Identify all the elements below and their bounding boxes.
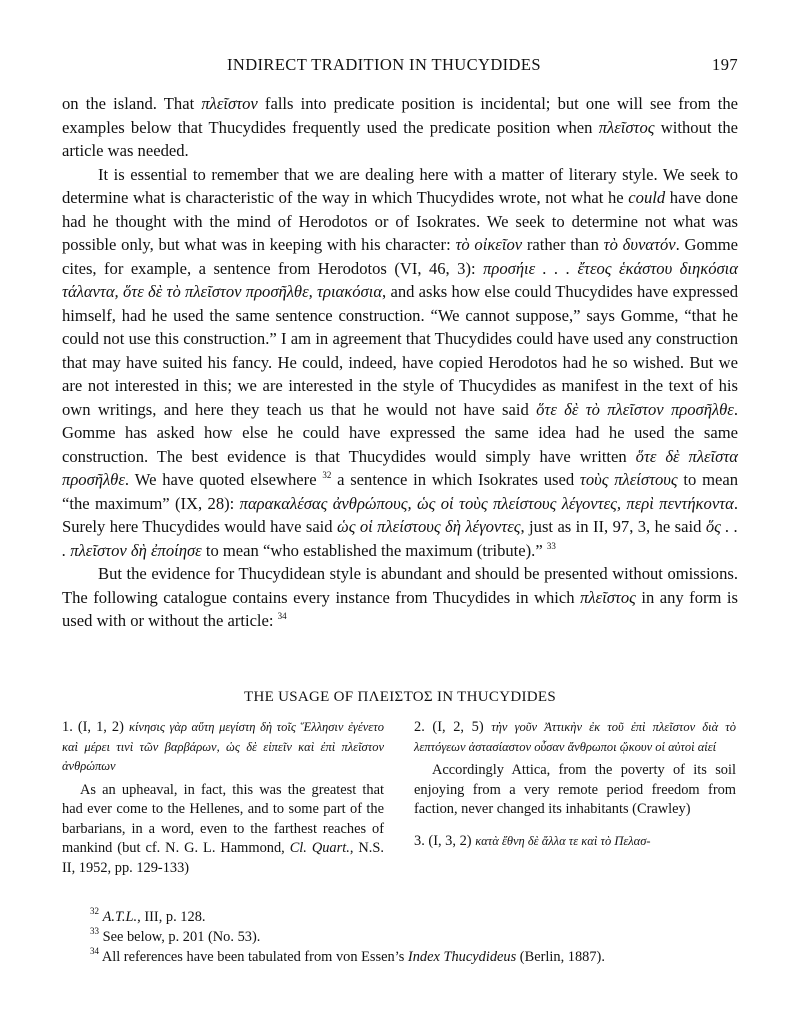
page-number: 197 (712, 55, 738, 74)
entry-translation: As an upheaval, in fact, this was the greatest that had ever come to the Hellenes, and to some part of the barbarians, in a word, even to the farthest reaches of mankind (but cf. N. G. L. Hammond, Cl. Quart., N.S. II, 1952, pp. 129-133) (62, 781, 384, 876)
footnotes (90, 907, 730, 967)
greek-phrase: ὅς . . . πλεῖστον δὴ ἐποίησε (62, 517, 738, 560)
paragraph: But the evidence for Thucydidean style is abundant and should be presented without omissions. The following catalogue contains every instance from Thucydides in which πλεῖστος in any form is used with or without the article: $^{34}$ (62, 564, 738, 630)
entry-greek: τὴν γοῦν Ἀττικὴν ἐκ τοῦ ἐπὶ πλεῖστον διὰ τὸ λεπτόγεων ἀστασίαστον οὖσαν ἄνθρωποι ᾤκουν οἱ αὐτοὶ αἰεί (414, 720, 736, 754)
footnote-reference: 32 (322, 470, 332, 480)
greek-phrase: ὅτε δὲ πλεῖστα προσῆλθε (62, 446, 739, 489)
entry-reference: (I, 3, 2) (428, 832, 472, 849)
paragraph: It is essential to remember that we are dealing here with a matter of literary style. We seek to determine what is characteristic of the way in which Thucydides wrote, not what he could have done had he thought with the mind of Herodotos or of Isokrates. We seek to determine not what was possible only, but what was in keeping with his character: τὸ οἰκεῖον rather than τὸ δυνατόν. Gomme cites, for example, a sentence from Herodotos (VI, 46, 3): προσήιε . . . ἔτεος ἑκάστου διηκόσια τάλαντα, ὅτε δὲ τὸ πλεῖστον προσῆλθε, τριακόσια, and asks how else could Thucydides have expressed himself, had he used the same sentence construction. “We cannot suppose,” says Gomme, “that he could not use this construction.” I am in agreement that Thucydides could have used any construction that may have suited his fancy. He could, indeed, have copied Herodotos had he so wished. But we are not interested in this; we are interested in the style of Thucydides as manifest in the text of his own writings, and here they teach us that he would not have said ὅτε δὲ τὸ πλεῖστον προσῆλθε. Gomme has asked how else he could have expressed the same idea had he used the same construction. The best evidence is that Thucydides would simply have written ὅτε δὲ πλεῖστα προσῆλθε. We have quoted elsewhere $^{32}$ a sentence in which Isokrates used τοὺς πλείστους to mean “the maximum” (IX, 28): παρακαλέσας ἀνθρώπους, ὡς οἱ τοὺς πλείστους λέγοντες, περὶ πεντήκοντα. Surely here Thucydides would have said ὡς οἱ πλείστους δὴ λέγοντες, just as in II, 97, 3, he said ὅς . . . πλεῖστον δὴ ἐποίησε to mean “who established the maximum (tribute).” $^{33}$ (62, 164, 739, 560)
entry-translation: Accordingly Attica, from the poverty of its soil enjoying from a very remote period freedom from faction, never changed its inhabitants (Crawley) (414, 762, 736, 817)
footnote: $^{32}$ A.T.L., III, p. 128. (90, 906, 206, 925)
running-title: INDIRECT TRADITION IN THUCYDIDES (227, 55, 541, 74)
catalogue-column-left (62, 718, 384, 878)
greek-phrase: πλεῖστος (580, 587, 636, 607)
greek-phrase: προσήιε . . . ἔτεος ἑκάστου διηκόσια τάλαντα, ὅτε δὲ τὸ πλεῖστον προσῆλθε, τριακόσια (62, 258, 738, 301)
section-title: THE USAGE OF ΠΛΕΙΣΤΟΣ IN THUCYDIDES (243, 689, 557, 705)
catalogue-entry (414, 832, 736, 852)
entry-number: 1. (62, 719, 73, 735)
footnote-reference: 33 (546, 540, 556, 551)
greek-phrase: ὅτε δὲ τὸ πλεῖστον προσῆλθε (536, 399, 734, 419)
entry-number: 2. (414, 719, 425, 735)
footnote: $^{34}$ All references have been tabulated from von Essen’s Index Thucydideus (Berlin, 1887). (90, 946, 605, 965)
footnote-reference: 34 (277, 611, 287, 621)
entry-greek: κίνησις γὰρ αὕτη μεγίστη δὴ τοῖς Ἕλλησιν ἐγένετο καὶ μέρει τινὶ τῶν βαρβάρων, ὡς δὲ εἰπεῖν καὶ ἐπὶ πλεῖστον ἀνθρώπων (62, 720, 384, 773)
greek-phrase: πλεῖστον (201, 94, 258, 113)
greek-phrase: τοὺς πλείστους (579, 470, 678, 489)
greek-phrase: ὡς οἱ πλείστους δὴ λέγοντες (337, 517, 521, 536)
entry-reference: (I, 2, 5) (432, 719, 484, 735)
footnote: $^{33}$ See below, p. 201 (No. 53). (90, 926, 261, 945)
greek-phrase: τὸ οἰκεῖον (455, 235, 523, 254)
greek-phrase: παρακαλέσας ἀνθρώπους, ὡς οἱ τοὺς πλείστους λέγοντες, περὶ πεντήκοντα (239, 493, 734, 513)
paragraph: on the island. That πλεῖστον falls into predicate position is incidental; but one will see from the examples below that Thucydides frequently used the predicate position when πλεῖστος without the article was needed. (62, 94, 738, 160)
entry-reference: (I, 1, 2) (77, 719, 124, 735)
greek-phrase: τὸ δυνατόν (603, 235, 676, 254)
emphasis: could (628, 188, 666, 207)
greek-phrase: πλεῖστος (598, 117, 655, 137)
body-text (62, 92, 738, 633)
entry-number: 3. (414, 832, 425, 849)
catalogue-entry (414, 718, 736, 820)
entry-greek: κατὰ ἔθνη δὲ ἄλλα τε καὶ τὸ Πελασ- (475, 833, 651, 848)
catalogue-column-right (414, 718, 736, 851)
running-header (62, 55, 738, 77)
catalogue-entry (62, 718, 384, 878)
